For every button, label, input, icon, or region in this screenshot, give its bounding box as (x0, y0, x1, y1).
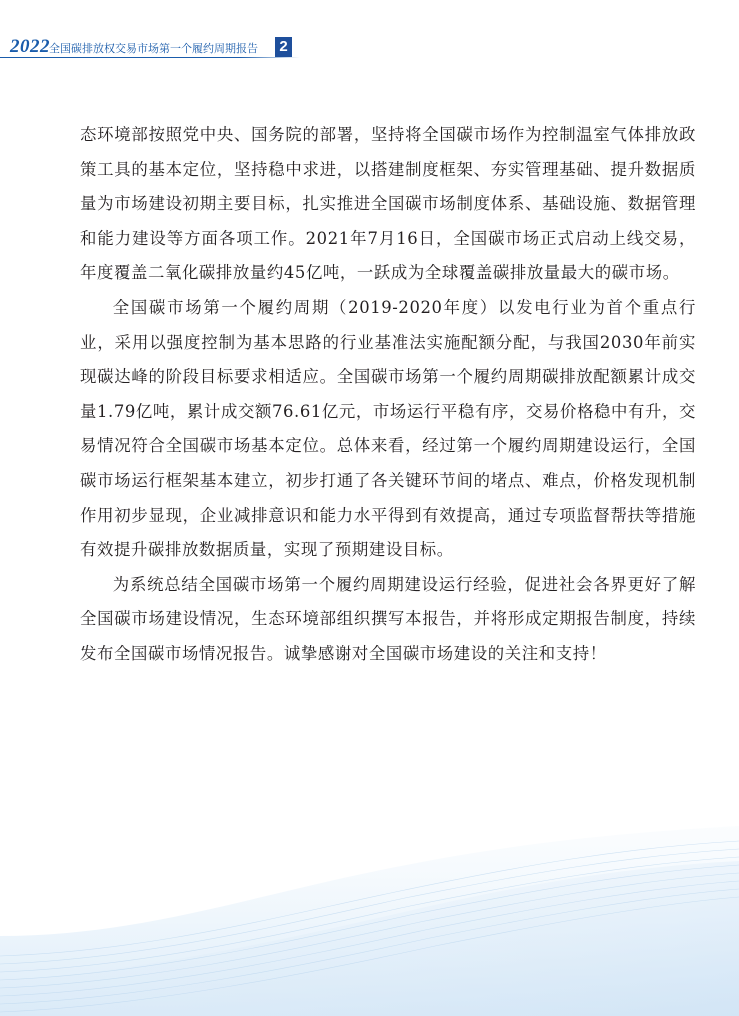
page-number-badge: 2 (275, 37, 292, 57)
paragraph-3: 为系统总结全国碳市场第一个履约周期建设运行经验，促进社会各界更好了解全国碳市场建设情况，生态环境部组织撰写本报告，并将形成定期报告制度，持续发布全国碳市场情况报告。诚挚感谢对全国碳市场建设的关注和支持！ (80, 574, 696, 663)
header-year: 2022 (10, 36, 50, 57)
body-text (80, 118, 696, 672)
paragraph-2: 全国碳市场第一个履约周期（2019-2020年度）以发电行业为首个重点行业，采用以强度控制为基本思路的行业基准法实施配额分配，与我国2030年前实现碳达峰的阶段目标要求相适应。全国碳市场第一个履约周期碳排放配额累计成交量1.79亿吨，累计成交额76.61亿元，市场运行平稳有序，交易价格稳中有升，交易情况符合全国碳市场基本定位。总体来看，经过第一个履约周期建设运行，全国碳市场运行框架基本建立，初步打通了各关键环节间的堵点、难点，价格发现机制作用初步显现，企业减排意识和能力水平得到有效提高，通过专项监督帮扶等措施有效提升碳排放数据质量，实现了预期建设目标。 (80, 297, 696, 560)
decorative-wave-background (0, 786, 739, 1016)
paragraph-1: 态环境部按照党中央、国务院的部署，坚持将全国碳市场作为控制温室气体排放政策工具的基本定位，坚持稳中求进，以搭建制度框架、夯实管理基础、提升数据质量为市场建设初期主要目标，扎实推进全国碳市场制度体系、基础设施、数据管理和能力建设等方面各项工作。2021年7月16日，全国碳市场正式启动上线交易，年度覆盖二氧化碳排放量约45亿吨，一跃成为全球覆盖碳排放量最大的碳市场。 (80, 125, 696, 283)
header-title: 全国碳排放权交易市场第一个履约周期报告 (49, 42, 258, 55)
header-rule (0, 57, 300, 58)
